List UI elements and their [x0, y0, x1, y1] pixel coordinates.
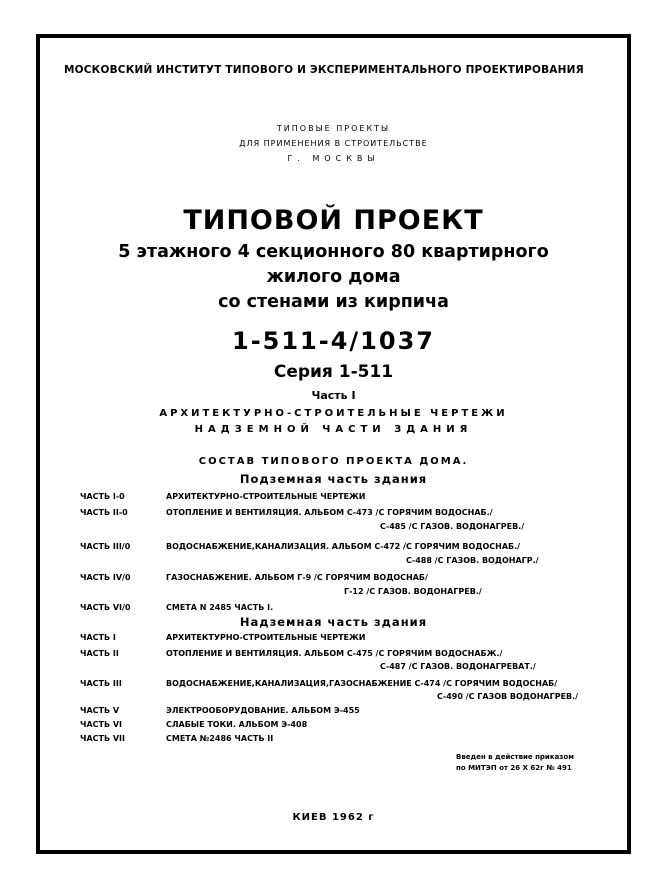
part-label: ЧАСТЬ I-0	[80, 492, 125, 501]
part-label: ЧАСТЬ III/0	[80, 542, 131, 551]
part-label: ЧАСТЬ I	[80, 633, 116, 642]
project-description-line-1: 5 этажного 4 секционного 80 квартирного	[118, 242, 549, 262]
part-text: ВОДОСНАБЖЕНИЕ,КАНАЛИЗАЦИЯ. АЛЬБОМ С-472 /С ГОРЯЧИМ ВОДОСНАБ./	[166, 542, 521, 551]
project-description-line-2: жилого дома	[266, 267, 401, 287]
city-year: КИЕВ 1962 г	[292, 812, 375, 823]
project-code: 1-511-4/1037	[232, 327, 435, 355]
part-text: ОТОПЛЕНИЕ И ВЕНТИЛЯЦИЯ. АЛЬБОМ С-475 /С ГОРЯЧИМ ВОДОСНАБЖ./	[166, 649, 503, 658]
part-label: ЧАСТЬ III	[80, 679, 122, 688]
decree-line-2: по МИТЭП от 26 X 62г № 491	[456, 764, 572, 772]
part-label: ЧАСТЬ II	[80, 649, 119, 658]
decree-line-1: Введен в действие приказом	[456, 753, 574, 761]
part-text: СМЕТА №2486 ЧАСТЬ II	[166, 734, 274, 743]
part-title-line-2: НАДЗЕМНОЙ ЧАСТИ ЗДАНИЯ	[194, 424, 473, 435]
part-text-continuation: С-488 /С ГАЗОВ. ВОДОНАГР./	[406, 556, 539, 565]
part-text: АРХИТЕКТУРНО-СТРОИТЕЛЬНЫЕ ЧЕРТЕЖИ	[166, 633, 366, 642]
part-text: АРХИТЕКТУРНО-СТРОИТЕЛЬНЫЕ ЧЕРТЕЖИ	[166, 492, 366, 501]
part-text-continuation: С-487 /С ГАЗОВ. ВОДОНАГРЕВАТ./	[380, 662, 536, 671]
part-text-continuation: С-490 /С ГАЗОВ ВОДОНАГРЕВ./	[437, 692, 579, 701]
underground-heading: Подземная часть здания	[239, 472, 428, 486]
part-text: СЛАБЫЕ ТОКИ. АЛЬБОМ Э-408	[166, 720, 308, 729]
part-text: ОТОПЛЕНИЕ И ВЕНТИЛЯЦИЯ. АЛЬБОМ С-473 /С ГОРЯЧИМ ВОДОСНАБ./	[166, 508, 493, 517]
part-text-continuation: С-485 /С ГАЗОВ. ВОДОНАГРЕВ./	[380, 522, 525, 531]
part-title-line-1: АРХИТЕКТУРНО-СТРОИТЕЛЬНЫЕ ЧЕРТЕЖИ	[159, 408, 508, 419]
aboveground-heading: Надземная часть здания	[239, 615, 428, 629]
part-text: СМЕТА N 2485 ЧАСТЬ I.	[166, 603, 274, 612]
series-number: Серия 1-511	[273, 362, 394, 382]
series-header-line-3: Г. МОСКВЫ	[287, 154, 380, 163]
part-text-continuation: Г-12 /С ГАЗОВ. ВОДОНАГРЕВ./	[344, 587, 482, 596]
document-title: ТИПОВОЙ ПРОЕКТ	[183, 205, 484, 236]
series-header-line-1: ТИПОВЫЕ ПРОЕКТЫ	[276, 124, 391, 133]
project-description-line-3: со стенами из кирпича	[218, 292, 449, 312]
part-label: ЧАСТЬ V	[80, 706, 120, 715]
part-text: ГАЗОСНАБЖЕНИЕ. АЛЬБОМ Г-9 /С ГОРЯЧИМ ВОДОСНАБ/	[166, 573, 428, 582]
part-number: Часть I	[311, 389, 356, 402]
series-header-line-2: ДЛЯ ПРИМЕНЕНИЯ В СТРОИТЕЛЬСТВЕ	[239, 139, 428, 148]
part-label: ЧАСТЬ VII	[80, 734, 126, 743]
part-label: ЧАСТЬ VI/0	[80, 603, 131, 612]
part-label: ЧАСТЬ II-0	[80, 508, 128, 517]
part-label: ЧАСТЬ VI	[80, 720, 123, 729]
part-text: ВОДОСНАБЖЕНИЕ,КАНАЛИЗАЦИЯ,ГАЗОСНАБЖЕНИЕ С-474 /С ГОРЯЧИМ ВОДОСНАБ/	[166, 679, 558, 688]
institute-name: МОСКОВСКИЙ ИНСТИТУТ ТИПОВОГО И ЭКСПЕРИМЕНТАЛЬНОГО ПРОЕКТИРОВАНИЯ	[64, 64, 584, 76]
composition-heading: СОСТАВ ТИПОВОГО ПРОЕКТА ДОМА.	[198, 456, 469, 467]
part-text: ЭЛЕКТРООБОРУДОВАНИЕ. АЛЬБОМ Э-455	[166, 706, 360, 715]
part-label: ЧАСТЬ IV/0	[80, 573, 131, 582]
